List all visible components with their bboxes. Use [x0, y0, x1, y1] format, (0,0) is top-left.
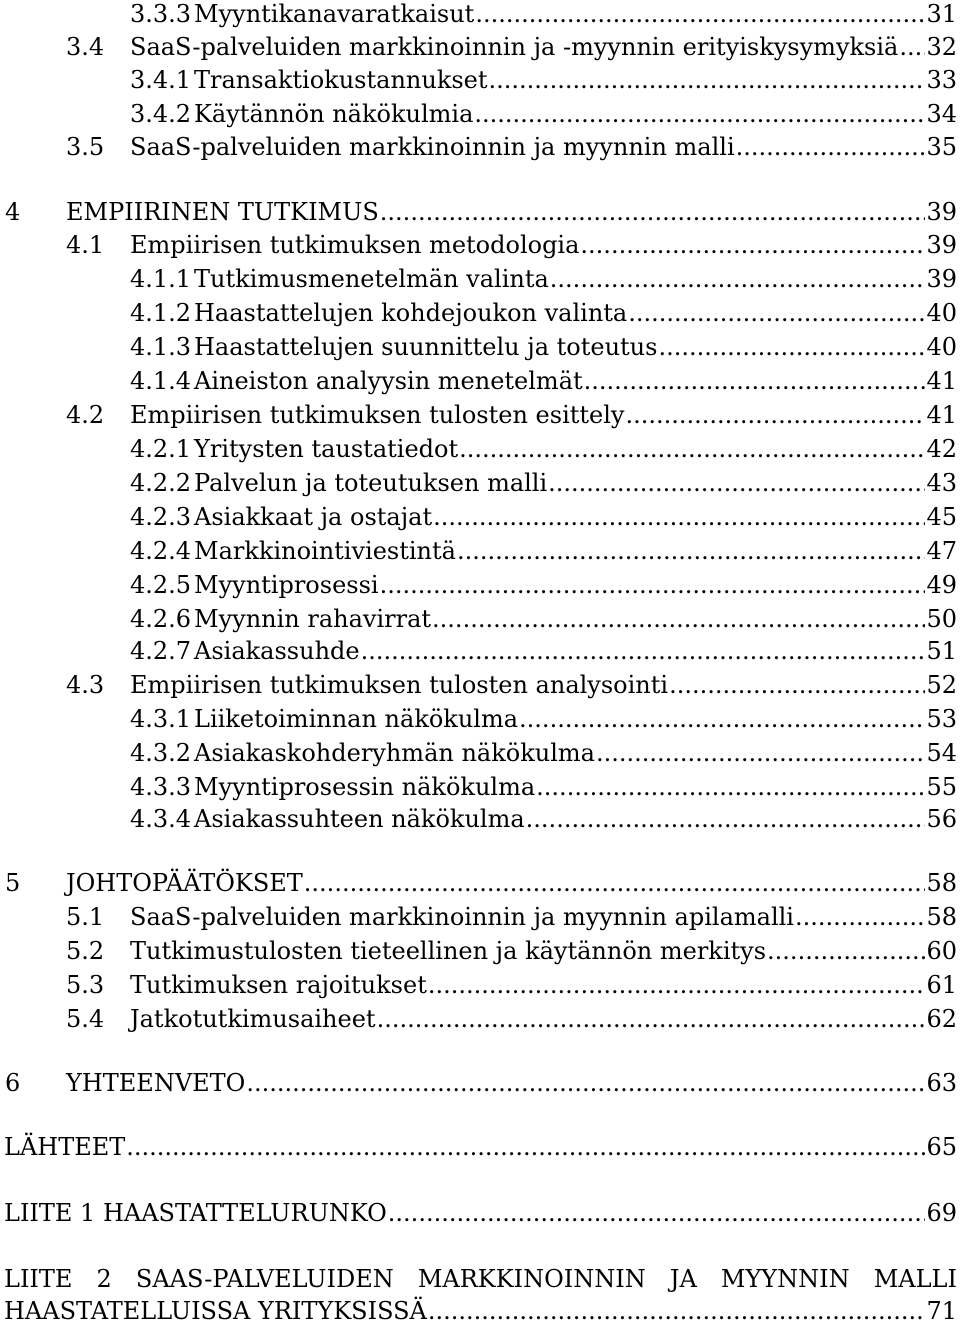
toc-entry-word: 2: [96, 1265, 112, 1293]
toc-entry-page-number: 35: [926, 133, 957, 161]
toc-entry-title: Transaktiokustannukset: [194, 66, 488, 94]
toc-entry[interactable]: [0, 1196, 957, 1230]
toc-entry-word: MYYNNIN: [720, 1265, 850, 1293]
toc-entry-title: Markkinointiviestintä: [194, 537, 456, 565]
toc-entry-title: LIITE 1 HAASTATTELURUNKO: [4, 1199, 387, 1227]
toc-entry[interactable]: [0, 770, 957, 804]
toc-entry[interactable]: [0, 1066, 957, 1100]
toc-entry-title: Asiakaskohderyhmän näkökulma: [194, 739, 595, 767]
dot-leader: [428, 968, 926, 1002]
toc-entry[interactable]: [0, 802, 957, 836]
toc-entry-number: 4.2.1: [130, 435, 192, 463]
toc-entry-page-number: 40: [926, 299, 957, 327]
toc-entry-page-number: 41: [926, 367, 957, 395]
toc-entry[interactable]: [0, 30, 957, 64]
dot-leader: [899, 30, 925, 64]
toc-entry-title: Asiakassuhde: [194, 637, 360, 665]
toc-entry-number: 4.1: [66, 231, 105, 259]
toc-entry-page-number: 58: [926, 869, 957, 897]
toc-entry-number: 3.5: [66, 133, 105, 161]
toc-entry-page-number: 32: [926, 33, 957, 61]
toc-entry-title: Myynnin rahavirrat: [194, 605, 432, 633]
toc-entry-page-number: 62: [926, 1005, 957, 1033]
toc-entry-page-number: 42: [926, 435, 957, 463]
dot-leader: [526, 802, 926, 836]
toc-entry-page-number: 39: [926, 265, 957, 293]
toc-entry-title: Käytännön näkökulmia: [194, 100, 474, 128]
dot-leader: [596, 736, 925, 770]
dot-leader: [669, 668, 925, 702]
toc-entry-number: 4.3.4: [130, 805, 192, 833]
dot-leader: [658, 330, 925, 364]
dot-leader: [126, 1130, 925, 1164]
toc-entry-liite-2-line-1[interactable]: [4, 1262, 957, 1296]
toc-entry-word: SAAS-PALVELUIDEN: [135, 1265, 394, 1293]
toc-entry-page-number: 51: [926, 637, 957, 665]
toc-entry-page-number: 55: [926, 773, 957, 801]
toc-entry[interactable]: [0, 736, 957, 770]
toc-entry-title: Myyntiprosessi: [194, 571, 379, 599]
toc-entry-page-number: 69: [926, 1199, 957, 1227]
toc-entry-number: 3.4.2: [130, 100, 192, 128]
toc-entry-title: Tutkimustulosten tieteellinen ja käytännön merkitys: [130, 937, 767, 965]
toc-entry-title: Yritysten taustatiedot: [194, 435, 459, 463]
toc-entry-number: 6: [5, 1069, 21, 1097]
toc-entry-number: 4.1.2: [130, 299, 192, 327]
toc-entry[interactable]: [0, 1002, 957, 1036]
toc-entry-title: Tutkimusmenetelmän valinta: [194, 265, 549, 293]
toc-entry-page-number: 60: [926, 937, 957, 965]
toc-entry-page-number: 58: [926, 903, 957, 931]
toc-entry-number: 3.4.1: [130, 66, 192, 94]
toc-entry[interactable]: [0, 195, 957, 229]
dot-leader: [475, 0, 925, 31]
toc-entry-page-number: 53: [926, 705, 957, 733]
toc-entry-word: JA: [669, 1265, 697, 1293]
toc-entry-title: YHTEENVETO: [66, 1069, 246, 1097]
dot-leader: [433, 500, 925, 534]
toc-entry[interactable]: [0, 900, 957, 934]
dot-leader: [474, 97, 925, 131]
toc-entry[interactable]: [0, 63, 957, 97]
dot-leader: [377, 1002, 926, 1036]
dot-leader: [736, 130, 926, 164]
toc-entry-page-number: 40: [926, 333, 957, 361]
toc-entry-page-number: 56: [926, 805, 957, 833]
toc-entry-page-number: 43: [926, 469, 957, 497]
dot-leader: [767, 934, 925, 968]
toc-entry-number: 5: [5, 869, 21, 897]
toc-entry[interactable]: [0, 968, 957, 1002]
toc-entry-number: 4.3.3: [130, 773, 192, 801]
toc-entry-page-number: 61: [926, 971, 957, 999]
toc-entry-page-number: 52: [926, 671, 957, 699]
dot-leader: [380, 568, 926, 602]
dot-leader: [304, 866, 926, 900]
toc-entry-title: HAASTATELLUISSA YRITYKSISSÄ: [4, 1297, 427, 1325]
toc-entry[interactable]: [0, 296, 957, 330]
toc-entry-title: SaaS-palveluiden markkinoinnin ja myynnin malli: [130, 133, 735, 161]
toc-entry-number: 4: [5, 198, 21, 226]
toc-entry-number: 3.3.3: [130, 0, 192, 28]
toc-entry-number: 4.1.4: [130, 367, 192, 395]
toc-entry-page-number: 49: [926, 571, 957, 599]
toc-entry-title: Liiketoiminnan näkökulma: [194, 705, 519, 733]
dot-leader: [625, 398, 925, 432]
dot-leader: [628, 296, 925, 330]
toc-entry[interactable]: [0, 0, 957, 31]
toc-entry-page-number: 31: [926, 0, 957, 28]
toc-entry[interactable]: [0, 466, 957, 500]
toc-entry[interactable]: [0, 500, 957, 534]
toc-entry-title: Empiirisen tutkimuksen tulosten analysointi: [130, 671, 669, 699]
toc-entry-title: Empiirisen tutkimuksen tulosten esittely: [130, 401, 625, 429]
toc-entry-title: Haastattelujen suunnittelu ja toteutus: [194, 333, 658, 361]
toc-entry-title: Myyntiprosessin näkökulma: [194, 773, 536, 801]
toc-entry-number: 5.3: [66, 971, 105, 999]
dot-leader: [432, 602, 925, 636]
dot-leader: [550, 262, 926, 296]
dot-leader: [519, 702, 925, 736]
toc-entry[interactable]: [0, 330, 957, 364]
toc-entry-page-number: 39: [926, 198, 957, 226]
dot-leader: [246, 1066, 925, 1100]
toc-entry[interactable]: [0, 602, 957, 636]
toc-entry-number: 4.2.7: [130, 637, 192, 665]
toc-entry-title: Tutkimuksen rajoitukset: [130, 971, 427, 999]
toc-entry[interactable]: [0, 228, 957, 262]
toc-entry-title: Asiakkaat ja ostajat: [194, 503, 433, 531]
toc-entry-title: Asiakassuhteen näkökulma: [194, 805, 525, 833]
toc-entry[interactable]: [0, 934, 957, 968]
toc-entry-number: 5.2: [66, 937, 105, 965]
toc-entry-word: LIITE: [4, 1265, 73, 1293]
toc-entry-page-number: 65: [926, 1133, 957, 1161]
toc-entry[interactable]: [0, 866, 957, 900]
toc-entry-title: Myyntikanavaratkaisut: [194, 0, 475, 28]
dot-leader: [459, 432, 925, 466]
toc-entry-title: JOHTOPÄÄTÖKSET: [66, 869, 303, 897]
toc-entry-number: 5.4: [66, 1005, 105, 1033]
toc-entry-number: 4.3: [66, 671, 105, 699]
dot-leader: [584, 364, 926, 398]
dot-leader: [548, 466, 925, 500]
toc-entry-number: 4.2.6: [130, 605, 192, 633]
toc-entry-number: 4.3.1: [130, 705, 192, 733]
toc-entry-title: Aineiston analyysin menetelmät: [194, 367, 583, 395]
toc-entry-number: 4.2.4: [130, 537, 192, 565]
toc-entry-title: Haastattelujen kohdejoukon valinta: [194, 299, 628, 327]
toc-entry-title: Palvelun ja toteutuksen malli: [194, 469, 548, 497]
toc-entry-number: 5.1: [66, 903, 105, 931]
toc-entry-title: SaaS-palveluiden markkinoinnin ja -myynnin erityiskysymyksiä: [130, 33, 899, 61]
toc-entry[interactable]: [0, 668, 957, 702]
dot-leader: [795, 900, 925, 934]
toc-entry-number: 3.4: [66, 33, 105, 61]
toc-entry[interactable]: [0, 262, 957, 296]
toc-entry-page-number: 45: [926, 503, 957, 531]
dot-leader: [536, 770, 925, 804]
toc-entry-number: 4.1.3: [130, 333, 192, 361]
toc-entry-page-number: 71: [926, 1297, 957, 1325]
toc-entry[interactable]: [0, 1130, 957, 1164]
toc-entry-page-number: 41: [926, 401, 957, 429]
dot-leader: [580, 228, 925, 262]
toc-entry-page-number: 54: [926, 739, 957, 767]
dot-leader: [380, 195, 926, 229]
dot-leader: [388, 1196, 926, 1230]
toc-entry-word: MARKKINOINNIN: [417, 1265, 646, 1293]
toc-entry-title: Empiirisen tutkimuksen metodologia: [130, 231, 580, 259]
dot-leader: [361, 634, 926, 668]
toc-entry-page-number: 34: [926, 100, 957, 128]
toc-entry-page-number: 50: [926, 605, 957, 633]
toc-entry[interactable]: [0, 364, 957, 398]
toc-entry[interactable]: [0, 568, 957, 602]
toc-entry[interactable]: [0, 634, 957, 668]
toc-entry-number: 4.2.3: [130, 503, 192, 531]
toc-entry[interactable]: [0, 702, 957, 736]
toc-entry[interactable]: [0, 97, 957, 131]
toc-entry-number: 4.2.5: [130, 571, 192, 599]
toc-entry-title: Jatkotutkimusaiheet: [130, 1005, 376, 1033]
toc-entry-title: LÄHTEET: [4, 1133, 126, 1161]
toc-entry[interactable]: [0, 534, 957, 568]
toc-entry[interactable]: [0, 432, 957, 466]
toc-entry-title: EMPIIRINEN TUTKIMUS: [66, 198, 379, 226]
toc-entry-page-number: 39: [926, 231, 957, 259]
toc-entry-number: 4.1.1: [130, 265, 192, 293]
toc-entry-word: MALLI: [873, 1265, 957, 1293]
toc-entry-title: SaaS-palveluiden markkinoinnin ja myynnin apilamalli: [130, 903, 794, 931]
toc-entry[interactable]: [0, 130, 957, 164]
toc-entry-number: 4.2.2: [130, 469, 192, 497]
toc-entry[interactable]: [0, 398, 957, 432]
dot-leader: [489, 63, 926, 97]
toc-entry-page-number: 63: [926, 1069, 957, 1097]
toc-entry-page-number: 47: [926, 537, 957, 565]
dot-leader: [457, 534, 925, 568]
toc-entry-number: 4.3.2: [130, 739, 192, 767]
toc-entry-page-number: 33: [926, 66, 957, 94]
toc-entry-number: 4.2: [66, 401, 105, 429]
